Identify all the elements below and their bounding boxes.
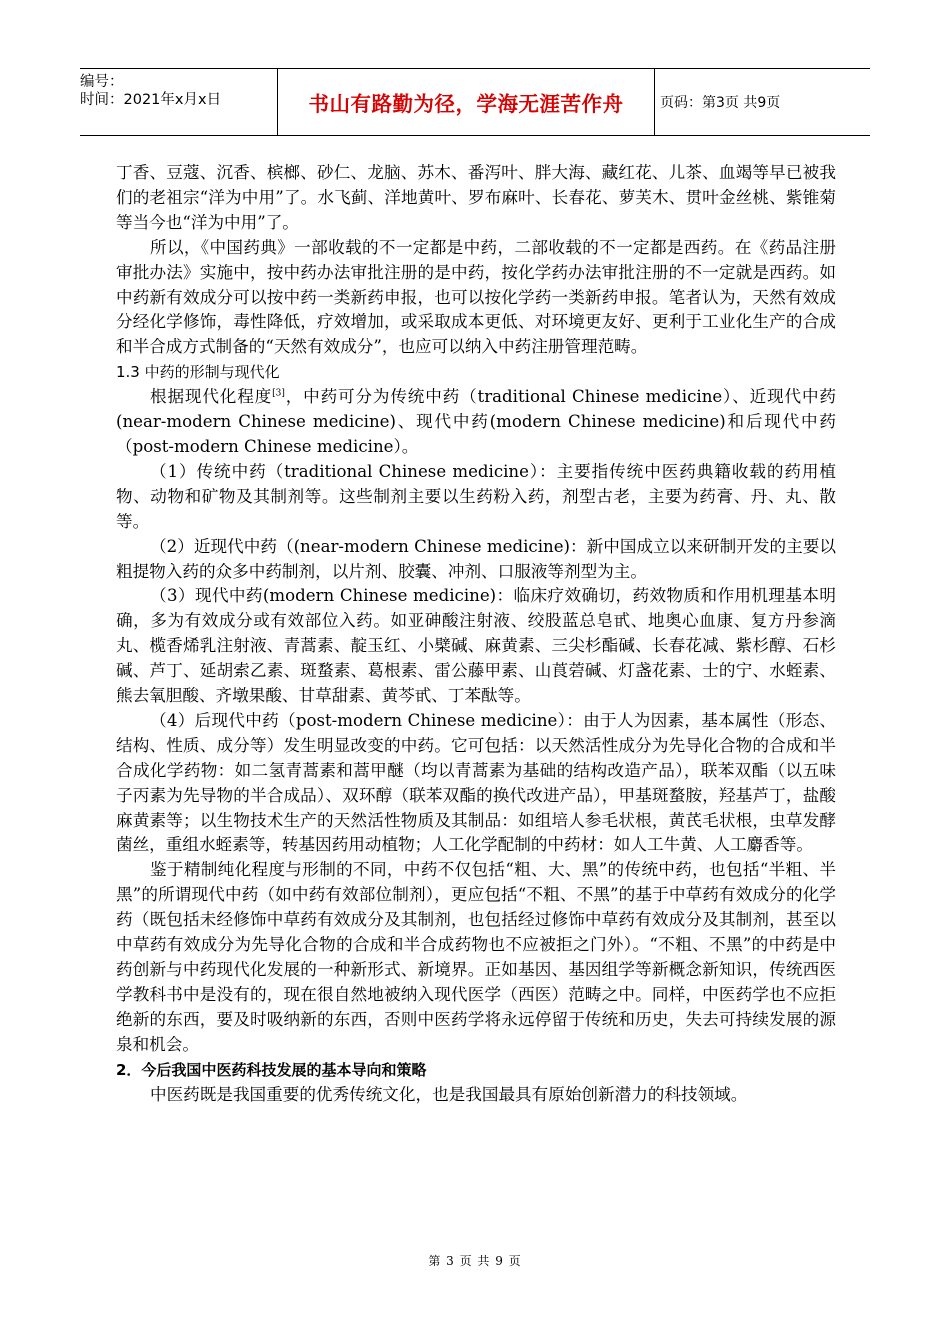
header-meta [80, 69, 276, 139]
paragraph-summary: 鉴于精制纯化程度与形制的不同，中药不仅包括“粗、大、黑”的传统中药，也包括“半粗、半黑”的所谓现代中药（如中药有效部位制剂），更应包括“不粗、不黑”的基于中草药有效成分的化学药（既包括未经修饰中草药有效成分及其制剂，也包括经过修饰中草药有效成分及其制剂，甚至以中草药有效成分为先导化合物的合成和半合成药物也不应被拒之门外）。“不粗、不黑”的中药是中药创新与中药现代化发展的一种新形式、新境界。正如基因、基因组学等新概念新知识，传统西医学教科书中是没有的，现在很自然地被纳入现代医学（西医）范畴之中。同样，中医药学也不应拒绝新的东西，要及时吸纳新的东西，否则中医药学将永远停留于传统和历史，失去可持续发展的源泉和机会。 [116, 860, 836, 1054]
paragraph-post-modern: （4）后现代中药（post-modern Chinese medicine）：由于人为因素，基本属性（形态、结构、性质、成分等）发生明显改变的中药。它可包括：以天然活性成分为先导化合物的合成和半合成化学药物：如二氢青蒿素和蒿甲醚（均以青蒿素为基础的结构改造产品），联苯双酯（以五味子丙素为先导物的半合成品）、双环醇（联苯双酯的换代改进产品），甲基斑蝥胺，羟基芦丁，盐酸麻黄素等；以生物技术生产的天然活性物质及其制品：如组培人参毛状根，黄芪毛状根，虫草发酵菌丝，重组水蛭素等，转基因药用动植物；人工化学配制的中药材：如人工牛黄、人工麝香等。 [116, 710, 836, 855]
document-date-label: 时间：2021年x月x日 [80, 92, 222, 108]
paragraph-traditional: （1）传统中药（traditional Chinese medicine）：主要指传统中医药典籍收载的药用植物、动物和矿物及其制剂等。这些制剂主要以生药粉入药，剂型古老，主要为药膏、丹、丸、散等。 [116, 461, 836, 531]
header-page-label: 页码：第3页 共9页 [660, 95, 781, 111]
section-heading-2: 2．今后我国中医药科技发展的基本导向和策略 [116, 1060, 427, 1079]
paragraph-1: 丁香、豆蔻、沉香、槟榔、砂仁、龙脑、苏木、番泻叶、胖大海、藏红花、儿茶、血竭等早已被我们的老祖宗“洋为中用”了。水飞蓟、洋地黄叶、罗布麻叶、长春花、萝芙木、贯叶金丝桃、紫锥菊等当今也“洋为中用”了。 [116, 163, 836, 232]
page-footer: 第 3 页 共 9 页 [428, 1254, 522, 1268]
paragraph-modern: （3）现代中药(modern Chinese medicine)：临床疗效确切，药效物质和作用机理基本明确，多为有效成分或有效部位入药。如亚砷酸注射液、绞股蓝总皂甙、地奥心血康、复方丹参滴丸、榄香烯乳注射液、青蒿素、靛玉红、小檗碱、麻黄素、三尖杉酯碱、长春花减、紫杉醇、石杉碱、芦丁、延胡索乙素、斑蝥素、葛根素、雷公藤甲素、山莨菪碱、灯盏花素、士的宁、水蛭素、熊去氧胆酸、齐墩果酸、甘草甜素、黄芩甙、丁苯酞等。 [116, 586, 836, 706]
paragraph-2: 所以，《中国药典》一部收载的不一定都是中药，二部收载的不一定都是西药。在《药品注册审批办法》实施中，按中药办法审批注册的是中药，按化学药办法审批注册的不一定就是西药。如中药新有效成分可以按中药一类新药申报，也可以按化学药一类新药申报。笔者认为，天然有效成分经化学修饰，毒性降低，疗效增加，或采取成本更低、对环境更友好、更利于工业化生产的合成和半合成方式制备的“天然有效成分”，也应可以纳入中药注册管理范畴。 [116, 237, 836, 357]
citation-ref: [3] [272, 388, 285, 399]
paragraph-3-rest: ，中药可分为传统中药（traditional Chinese medicine）、近现代中药(near-modern Chinese medicine)、现代中药(modern Chinese medicine)和后现代中药（post-modern Chinese medicine）。 [116, 387, 836, 456]
header-motto: 书山有路勤为径，学海无涯苦作舟 [277, 69, 655, 135]
paragraph-3 [116, 385, 836, 460]
section-heading-1-3: 1.3 中药的形制与现代化 [116, 363, 280, 382]
paragraph-section-2-intro: 中医药既是我国重要的优秀传统文化，也是我国最具有原始创新潜力的科技领域。 [150, 1084, 748, 1104]
paragraph-near-modern: （2）近现代中药（(near-modern Chinese medicine)：新中国成立以来研制开发的主要以粗提物入药的众多中药制剂，以片剂、胶囊、冲剂、口服液等剂型为主。 [116, 536, 836, 581]
document-code-label: 编号： [80, 74, 124, 90]
page-header [80, 68, 870, 136]
paragraph-3-start: 根据现代化程度 [150, 387, 273, 407]
document-body [116, 161, 836, 1107]
